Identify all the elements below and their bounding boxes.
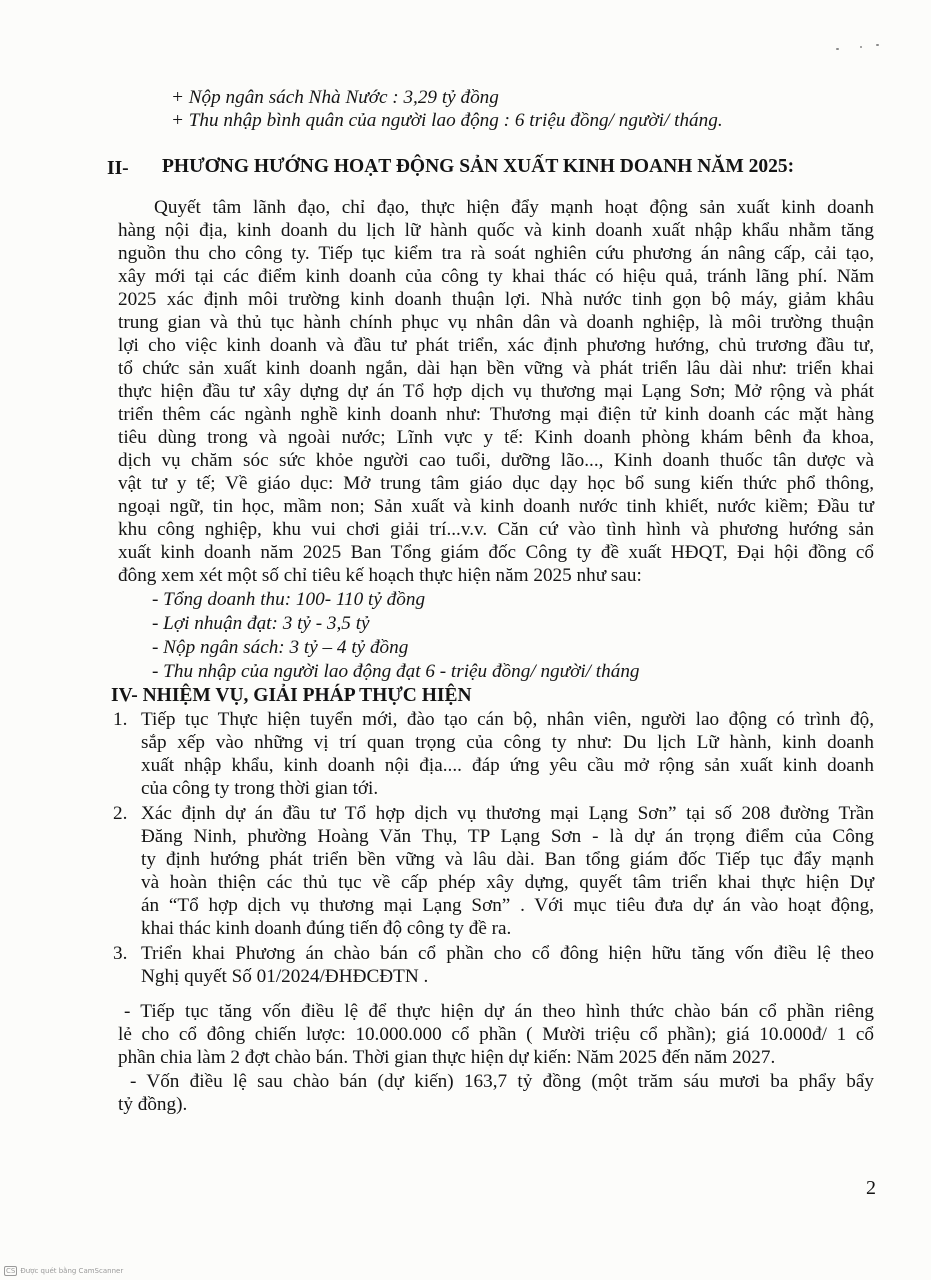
paragraph-line: xuất kinh doanh năm 2025 Ban Tổng giám đốc Công ty đề xuất HĐQT, Đại hội đồng cổ: [118, 542, 874, 563]
camscanner-logo-icon: CS: [6, 1267, 16, 1275]
list-item-number: 1.: [113, 709, 128, 730]
section-number: II-: [107, 158, 129, 179]
paragraph-line: nguồn thu cho công ty. Tiếp tục kiểm tra rà soát nghiên cứu phương án nâng cấp, cải tạo,: [118, 243, 874, 264]
paragraph-line: xây mới tại các điểm kinh doanh của công ty khai thác có hiệu quả, tránh lãng phí. Năm: [118, 266, 874, 287]
paragraph-line: tỷ đồng).: [118, 1094, 188, 1115]
list-item-line: Xác định dự án đầu tư Tổ hợp dịch vụ thương mại Lạng Sơn” tại số 208 đường Trần: [141, 803, 874, 824]
paragraph-line: tiêu dùng trong và ngoài nước; Lĩnh vực y tế: Kinh doanh phòng khám bênh đa khoa,: [118, 427, 874, 448]
paragraph-line: hàng nội địa, kinh doanh du lịch lữ hành quốc và kinh doanh xuất nhập khẩu nhằm tăng: [118, 220, 874, 241]
scan-speck: [876, 44, 879, 46]
scan-speck: [860, 46, 862, 48]
intro-line: + Nộp ngân sách Nhà Nước : 3,29 tỷ đồng: [171, 87, 499, 108]
paragraph-line: đông xem xét một số chỉ tiêu kế hoạch thực hiện năm 2025 như sau:: [118, 565, 642, 586]
list-item-line: án “Tổ hợp dịch vụ thương mại Lạng Sơn” . Với mục tiêu đưa dự án vào hoạt động,: [141, 895, 874, 916]
section-title: PHƯƠNG HƯỚNG HOẠT ĐỘNG SẢN XUẤT KINH DOANH NĂM 2025:: [162, 156, 795, 177]
list-item-line: Nghị quyết Số 01/2024/ĐHĐCĐTN .: [141, 966, 429, 987]
paragraph-line: phần chia làm 2 đợt chào bán. Thời gian thực hiện dự kiến: Năm 2025 đến năm 2027.: [118, 1047, 776, 1068]
scanner-watermark-text: Được quét bằng CamScanner: [20, 1267, 124, 1275]
paragraph-line: triển thêm các ngành nghề kinh doanh như: Thương mại điện tử kinh doanh các mặt hàng: [118, 404, 874, 425]
paragraph-line: lợi cho việc kinh doanh và đầu tư phát triển, xác định phương hướng, chủ trương đầu tư,: [118, 335, 874, 356]
list-item-line: ty định hướng phát triển bền vững và lâu dài. Ban tổng giám đốc Tiếp tục đẩy mạnh: [141, 849, 874, 870]
paragraph-line: Quyết tâm lãnh đạo, chỉ đạo, thực hiện đẩy mạnh hoạt động sản xuất kinh doanh: [154, 197, 874, 218]
list-item-line: của công ty trong thời gian tới.: [141, 778, 379, 799]
intro-line: + Thu nhập bình quân của người lao động : 6 triệu đồng/ người/ tháng.: [171, 110, 723, 131]
paragraph-line: thực hiện đầu tư xây dựng dự án Tổ hợp dịch vụ thương mại Lạng Sơn; Mở rộng và phát: [118, 381, 874, 402]
paragraph-line: lẻ cho cổ đông chiến lược: 10.000.000 cổ phần ( Mười triệu cổ phần); giá 10.000đ/ 1 cổ: [118, 1024, 874, 1045]
list-item-number: 3.: [113, 943, 128, 964]
paragraph-line: dịch vụ chăm sóc sức khỏe người cao tuổi, dưỡng lão..., Kinh doanh thuốc tân dược và: [118, 450, 874, 471]
page-number: 2: [866, 1177, 876, 1199]
list-item-line: Triển khai Phương án chào bán cổ phần cho cổ đông hiện hữu tăng vốn điều lệ theo: [141, 943, 874, 964]
paragraph-line: vật tư y tế; Về giáo dục: Mở trung tâm giáo dục dạy học bổ sung kiến thức phổ thông,: [118, 473, 874, 494]
paragraph-line: - Vốn điều lệ sau chào bán (dự kiến) 163,7 tỷ đồng (một trăm sáu mươi ba phẩy bẩy: [130, 1071, 874, 1092]
list-item-line: xuất nhập khẩu, kinh doanh nội địa.... đáp ứng yêu cầu mở rộng sản xuất kinh doanh: [141, 755, 874, 776]
list-item-line: Đăng Ninh, phường Hoàng Văn Thụ, TP Lạng Sơn - là dự án trọng điểm của Công: [141, 826, 874, 847]
target-item: - Thu nhập của người lao động đạt 6 - triệu đồng/ người/ tháng: [152, 661, 640, 682]
target-item: - Lợi nhuận đạt: 3 tỷ - 3,5 tỷ: [152, 613, 370, 634]
list-item-line: và hoàn thiện các thủ tục về cấp phép xây dựng, quyết tâm triển khai thực hiện Dự: [141, 872, 874, 893]
paragraph-line: trung gian và thủ tục hành chính phục vụ nhân dân và doanh nghiệp, là môi trường thuận: [118, 312, 874, 333]
target-item: - Nộp ngân sách: 3 tỷ – 4 tỷ đồng: [152, 637, 409, 658]
paragraph-line: ngoại ngữ, tin học, mầm non; Sản xuất và kinh doanh nước tinh khiết, nước kiềm; Đầu tư: [118, 496, 874, 517]
list-item-line: Tiếp tục Thực hiện tuyển mới, đào tạo cán bộ, nhân viên, người lao động có trình độ,: [141, 709, 874, 730]
scanner-watermark: [4, 1266, 123, 1276]
paragraph-line: - Tiếp tục tăng vốn điều lệ để thực hiện dự án theo hình thức chào bán cổ phần riêng: [124, 1001, 874, 1022]
paragraph-line: 2025 xác định môi trường kinh doanh thuận lợi. Nhà nước tinh gọn bộ máy, giảm khâu: [118, 289, 874, 310]
list-item-line: sắp xếp vào những vị trí quan trọng của công ty như: Du lịch Lữ hành, kinh doanh: [141, 732, 874, 753]
paragraph-line: khu công nghiệp, khu vui chơi giải trí...v.v. Căn cứ vào tình hình và phương hướng sản: [118, 519, 874, 540]
list-item-line: khai thác kinh doanh đúng tiến độ công ty đề ra.: [141, 918, 512, 939]
list-item-number: 2.: [113, 803, 128, 824]
target-item: - Tổng doanh thu: 100- 110 tỷ đồng: [152, 589, 426, 610]
paragraph-line: tổ chức sản xuất kinh doanh ngắn, dài hạn bền vững và phát triển lâu dài như: triển khai: [118, 358, 874, 379]
scan-speck: [836, 48, 839, 50]
section-title: IV- NHIỆM VỤ, GIẢI PHÁP THỰC HIỆN: [111, 685, 472, 706]
